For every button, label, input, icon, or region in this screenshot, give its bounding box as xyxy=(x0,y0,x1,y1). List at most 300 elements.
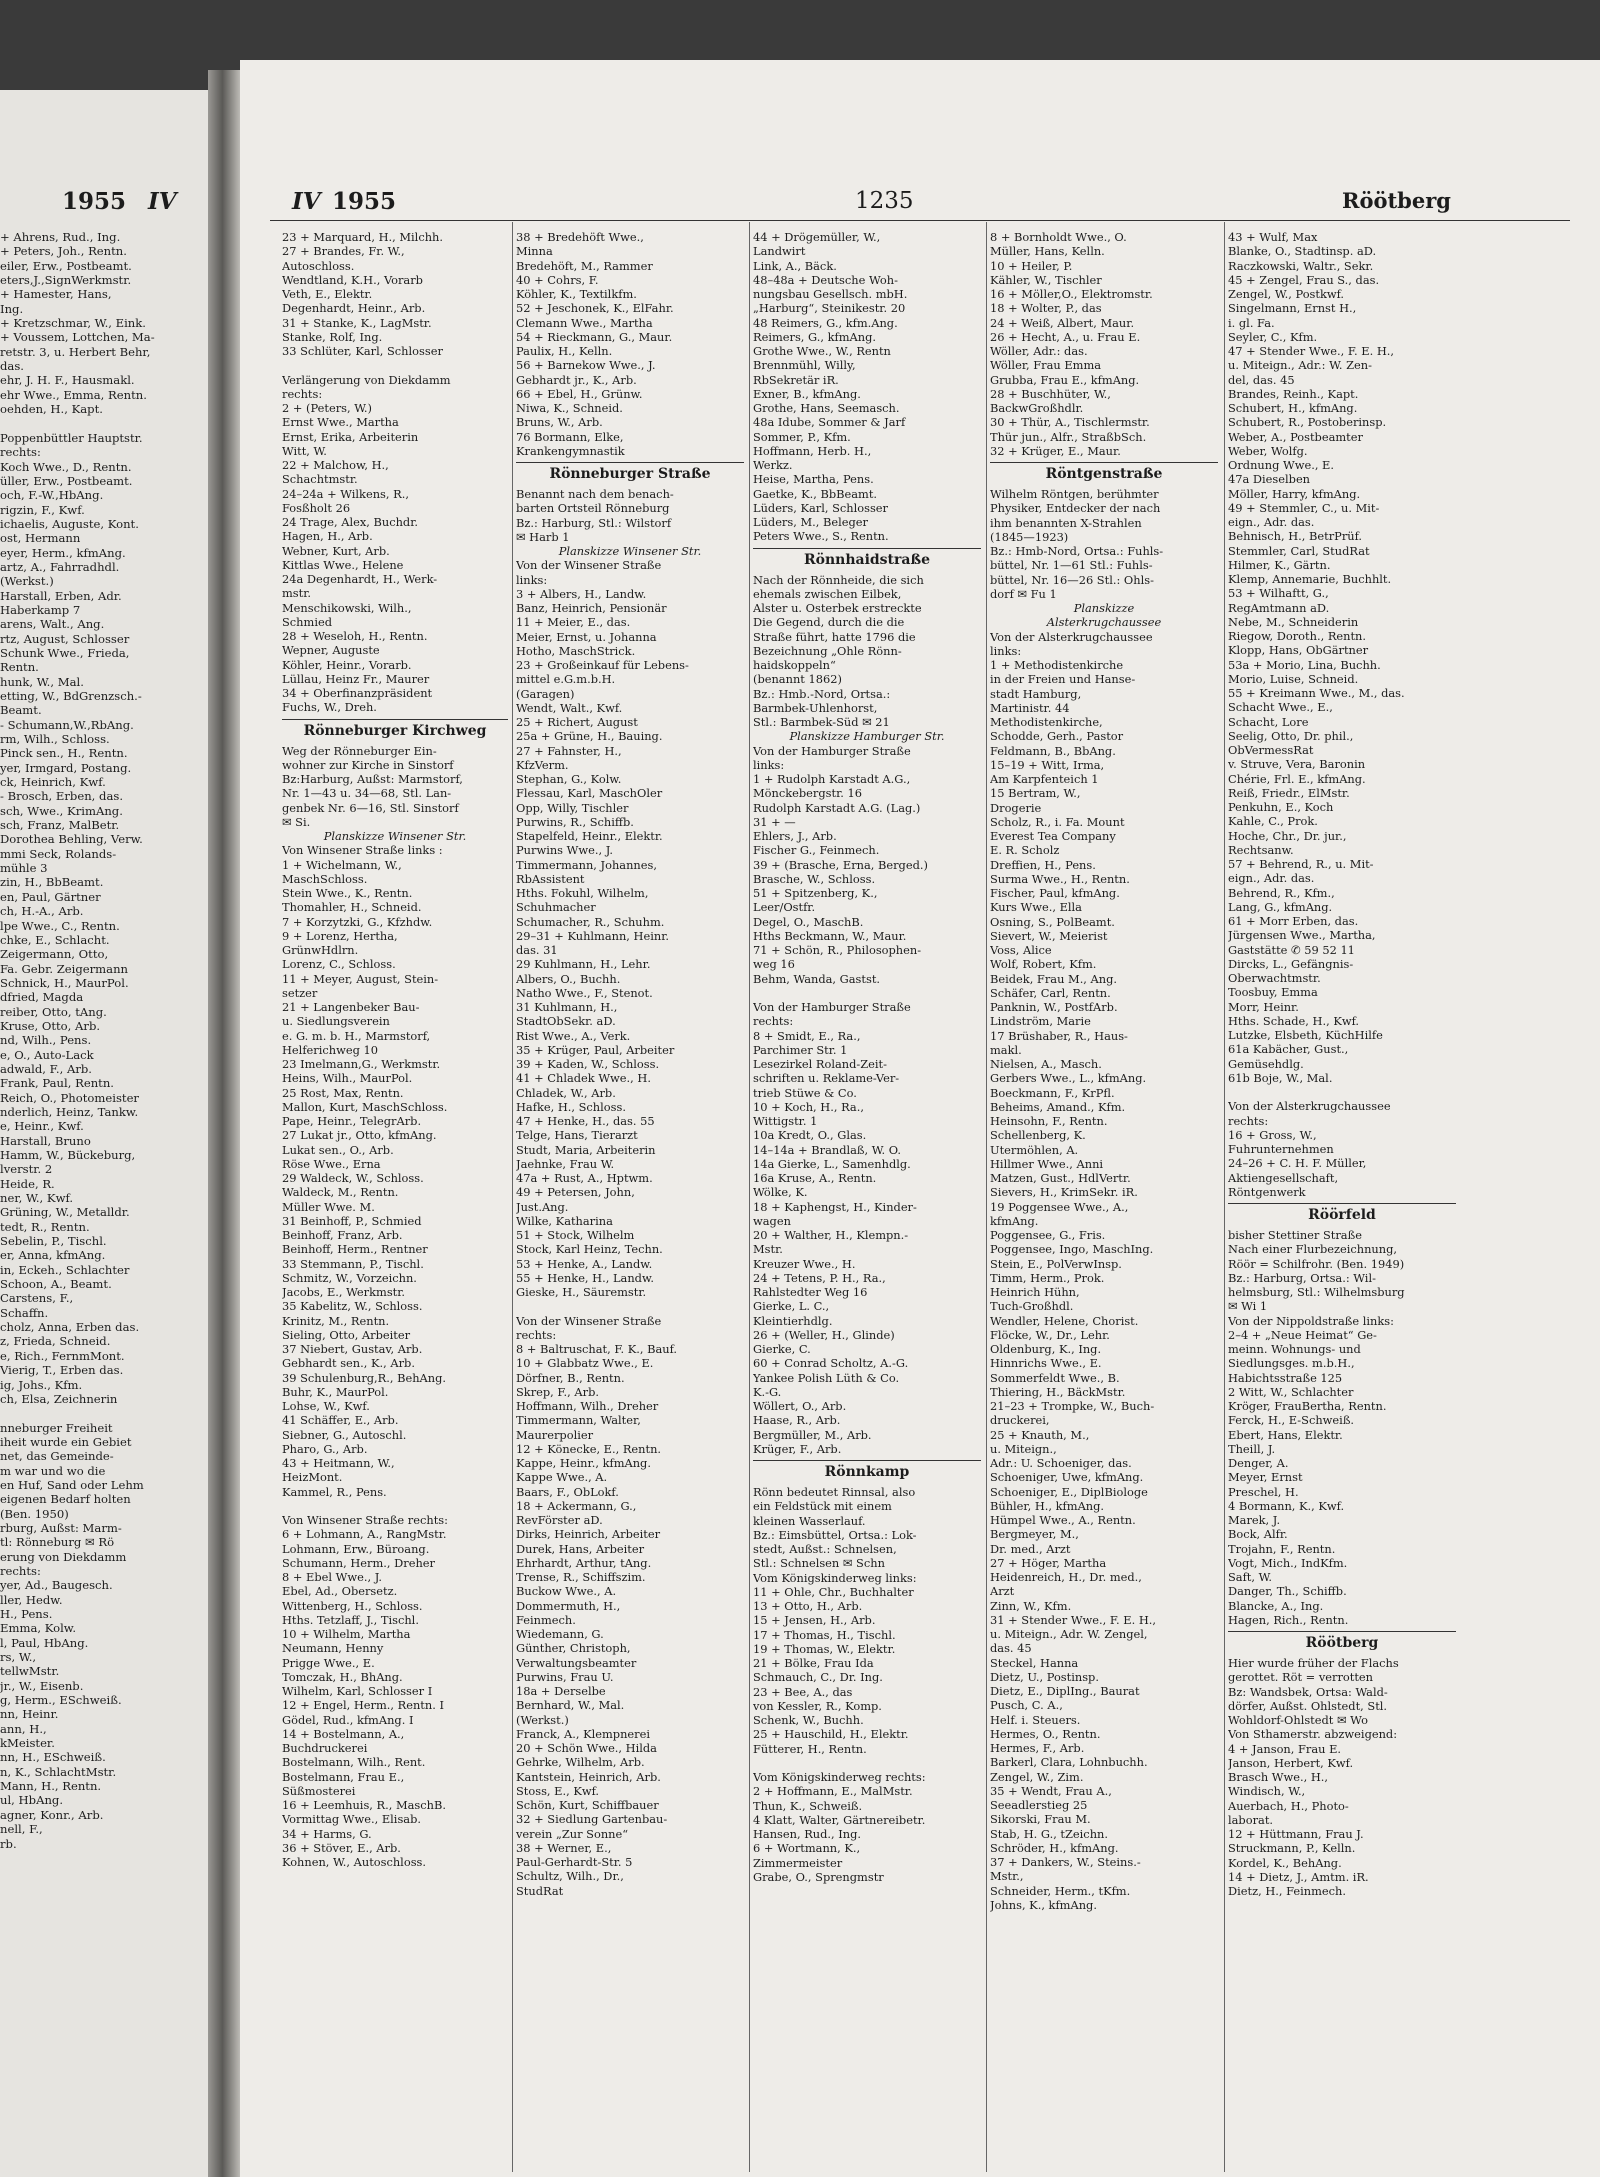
directory-entry: u. Siedlungsverein xyxy=(282,1014,390,1029)
directory-entry: Pape, Heinr., TelegrArb. xyxy=(282,1114,422,1128)
directory-entry: Lukat sen., O., Arb. xyxy=(282,1142,394,1157)
directory-entry: Fa. Gebr. Zeigermann xyxy=(0,961,129,976)
directory-entry: jr., W., Eisenb. xyxy=(0,1678,84,1693)
directory-entry: Bz.: Harburg, Ortsa.: Wil- xyxy=(1228,1270,1376,1285)
directory-entry: Von der Winsener Straße xyxy=(516,558,662,573)
directory-entry: Heinrich Hühn, xyxy=(990,1285,1080,1299)
directory-entry: Waldeck, M., Rentn. xyxy=(282,1185,399,1200)
directory-entry: Wiedemann, G. xyxy=(516,1627,604,1641)
directory-entry: 29–31 + Kuhlmann, Heinr. xyxy=(516,928,670,943)
directory-entry: „Harburg“, Steinikestr. 20 xyxy=(753,301,906,316)
directory-entry: Vormittag Wwe., Elisab. xyxy=(282,1812,421,1827)
directory-entry: 21–23 + Trompke, W., Buch- xyxy=(990,1399,1155,1413)
directory-entry: Emma, Kolw. xyxy=(0,1621,77,1636)
directory-entry: Hafke, H., Schloss. xyxy=(516,1099,626,1114)
directory-entry: 35 Kabelitz, W., Schloss. xyxy=(282,1299,423,1314)
directory-entry: 47 + Henke, H., das. 55 xyxy=(516,1114,655,1128)
directory-entry: Lindström, Marie xyxy=(990,1014,1091,1029)
directory-entry: Brennmühl, Willy, xyxy=(753,358,856,373)
directory-entry: Haase, R., Arb. xyxy=(753,1413,841,1428)
right-page-header xyxy=(240,188,1600,218)
directory-entry: links: xyxy=(753,757,785,772)
directory-entry xyxy=(282,1499,508,1513)
directory-entry: Poggensee, Ingo, MaschIng. xyxy=(990,1242,1154,1257)
directory-entry: Dietz, E., DiplIng., Baurat xyxy=(990,1684,1140,1698)
directory-entry: Voss, Alice xyxy=(990,943,1052,957)
directory-entry: Lohmann, Erw., Büroang. xyxy=(282,1541,430,1556)
directory-entry: 27 + Fahnster, H., xyxy=(516,743,622,758)
directory-entry: yer, Irmgard, Postang. xyxy=(0,760,132,775)
directory-entry: u. Miteign., xyxy=(990,1441,1057,1456)
directory-entry: Thomahler, H., Schneid. xyxy=(282,900,422,915)
directory-entry: Sikorski, Frau M. xyxy=(990,1812,1091,1827)
directory-entry: Von der Alsterkrugchaussee xyxy=(990,629,1153,644)
directory-entry: eign., Adr. das. xyxy=(1228,871,1315,886)
directory-entry: rechts: xyxy=(753,1014,794,1029)
directory-entry: Kruse, Otto, Arb. xyxy=(0,1018,101,1033)
directory-entry: 8 + Ebel Wwe., J. xyxy=(282,1570,383,1584)
directory-entry: 2 + Hoffmann, E., MalMstr. xyxy=(753,1784,913,1799)
directory-entry: Mann, H., Rentn. xyxy=(0,1779,102,1794)
directory-entry: Wöller, Frau Emma xyxy=(990,358,1102,373)
directory-entry: Dr. med., Arzt xyxy=(990,1541,1071,1556)
directory-entry: 21 + Bölke, Frau Ida xyxy=(753,1656,874,1670)
directory-entry: Von Sthamerstr. abzweigend: xyxy=(1228,1727,1398,1742)
directory-entry: nderlich, Heinz, Tankw. xyxy=(0,1104,139,1119)
directory-entry: 23 + Marquard, H., Milchh. xyxy=(282,230,443,244)
directory-entry: Zinn, W., Kfm. xyxy=(990,1598,1072,1613)
directory-entry: u. Miteign., Adr. W. Zengel, xyxy=(990,1627,1148,1641)
directory-entry: Yankee Polish Lüth & Co. xyxy=(753,1370,900,1385)
directory-entry: Buckow Wwe., A. xyxy=(516,1584,617,1599)
directory-entry: ul, HbAng. xyxy=(0,1793,64,1808)
directory-entry: Stanke, Rolf, Ing. xyxy=(282,329,383,344)
left-page xyxy=(0,90,208,2177)
directory-entry: Chérie, Frl. E., kfmAng. xyxy=(1228,771,1366,786)
directory-entry: stadt Hamburg, xyxy=(990,686,1082,701)
directory-entry: Seeadlerstieg 25 xyxy=(990,1798,1088,1812)
directory-entry: Bergmeyer, M., xyxy=(990,1527,1079,1542)
directory-entry: 26 + Hecht, A., u. Frau E. xyxy=(990,329,1141,344)
directory-entry: Gaetke, K., BbBeamt. xyxy=(753,486,878,501)
directory-entry: Schunk Wwe., Frieda, xyxy=(0,645,130,660)
directory-entry: 18 + Ackermann, G., xyxy=(516,1498,637,1513)
directory-entry: Heins, Wilh., MaurPol. xyxy=(282,1071,413,1086)
directory-entry: Wittenberg, H., Schloss. xyxy=(282,1598,423,1613)
directory-entry: Kleintierhdlg. xyxy=(753,1313,833,1328)
directory-entry: kleinen Wasserlauf. xyxy=(753,1513,866,1528)
directory-entry: z, Frieda, Schneid. xyxy=(0,1334,111,1349)
directory-entry: 15 + Jensen, H., Arb. xyxy=(753,1613,876,1628)
directory-entry: Möller, Harry, kfmAng. xyxy=(1228,486,1361,501)
directory-entry: Sommer, P., Kfm. xyxy=(753,429,851,444)
directory-entry: Timmermann, Johannes, xyxy=(516,857,657,872)
directory-entry: Bernhard, W., Mal. xyxy=(516,1698,625,1713)
directory-entry: Sievert, W., Meierist xyxy=(990,928,1108,943)
directory-entry: Everest Tea Company xyxy=(990,829,1116,843)
plan-reference: Planskizze Winsener Str. xyxy=(558,544,702,558)
directory-entry: 36 + Stöver, E., Arb. xyxy=(282,1840,401,1855)
directory-entry: 10 + Heiler, P. xyxy=(990,258,1073,273)
directory-entry: Thiering, H., BäckMstr. xyxy=(990,1384,1126,1399)
directory-entry: reiber, Otto, tAng. xyxy=(0,1004,107,1019)
directory-entry: Purwins Wwe., J. xyxy=(516,843,614,858)
directory-entry: 15 Bertram, W., xyxy=(990,786,1081,801)
directory-entry: Gebhardt jr., K., Arb. xyxy=(516,372,637,387)
directory-entry: 57 + Behrend, R., u. Mit- xyxy=(1228,857,1374,871)
left-header-year: 1955 xyxy=(62,188,127,215)
directory-entry: Schumann, Herm., Dreher xyxy=(282,1555,435,1570)
directory-entry: Flöcke, W., Dr., Lehr. xyxy=(990,1327,1110,1342)
street-heading: Rönnhaidstraße xyxy=(753,548,981,573)
directory-entry: Wepner, Auguste xyxy=(282,643,380,658)
directory-entry: Matzen, Gust., HdlVertr. xyxy=(990,1171,1131,1185)
directory-entry: Hths. Fokuhl, Wilhelm, xyxy=(516,886,649,900)
directory-entry: Schenk, W., Buchh. xyxy=(753,1713,864,1727)
directory-entry: Meier, Ernst, u. Johanna xyxy=(516,629,657,644)
directory-entry: HeizMont. xyxy=(282,1470,343,1485)
directory-entry: 39 + (Brasche, Erna, Berged.) xyxy=(753,857,928,872)
directory-entry: 38 + Werner, E., xyxy=(516,1840,612,1855)
directory-entry: Rahlstedter Weg 16 xyxy=(753,1285,868,1299)
directory-entry: 22 + Malchow, H., xyxy=(282,458,389,472)
directory-entry: 35 + Krüger, Paul, Arbeiter xyxy=(516,1042,675,1057)
directory-entry xyxy=(282,358,508,372)
directory-entry: Bruns, W., Arb. xyxy=(516,415,603,430)
directory-entry: Oldenburg, K., Ing. xyxy=(990,1342,1102,1356)
directory-entry: Toosbuy, Emma xyxy=(1228,985,1318,1000)
directory-entry: Stock, Karl Heinz, Techn. xyxy=(516,1242,663,1257)
directory-entry: Johns, K., kfmAng. xyxy=(990,1897,1097,1912)
directory-entry: Vom Königskinderweg links: xyxy=(753,1570,917,1585)
directory-entry: 39 + Kaden, W., Schloss. xyxy=(516,1057,660,1071)
directory-entry: Flessau, Karl, MaschOler xyxy=(516,786,663,801)
directory-entry: Wohldorf-Ohlstedt ✉ Wo xyxy=(1228,1713,1368,1727)
directory-entry: Hümpel Wwe., A., Rentn. xyxy=(990,1513,1136,1527)
directory-entry: ehemals zwischen Eilbek, xyxy=(753,586,902,601)
directory-entry: büttel, Nr. 16—26 Stl.: Ohls- xyxy=(990,572,1154,587)
directory-entry: MaschSchloss. xyxy=(282,871,368,886)
directory-entry: 53a + Morio, Lina, Buchh. xyxy=(1228,657,1381,672)
directory-entry: Von Winsener Straße rechts: xyxy=(282,1513,448,1527)
directory-entry: Kröger, FrauBertha, Rentn. xyxy=(1228,1399,1387,1413)
directory-entry: Bredehöft, M., Rammer xyxy=(516,258,653,273)
directory-entry: Prigge Wwe., E. xyxy=(282,1655,375,1670)
directory-entry: setzer xyxy=(282,985,318,1000)
directory-entry: Janson, Herbert, Kwf. xyxy=(1228,1755,1354,1770)
directory-entry: 18a + Derselbe xyxy=(516,1684,606,1698)
directory-entry: Kreuzer Wwe., H. xyxy=(753,1256,856,1271)
directory-entry: Köhler, Heinr., Vorarb. xyxy=(282,657,412,672)
directory-entry: e, Heinr., Kwf. xyxy=(0,1119,84,1134)
directory-entry: Stephan, G., Kolw. xyxy=(516,772,622,786)
directory-entry: 76 Bormann, Elke, xyxy=(516,429,624,444)
directory-entry: 24 + Weiß, Albert, Maur. xyxy=(990,315,1135,330)
directory-entry: 12 + Hüttmann, Frau J. xyxy=(1228,1827,1364,1841)
directory-entry: Poppenbüttler Hauptstr. xyxy=(0,430,143,445)
directory-entry: Beidek, Frau M., Ang. xyxy=(990,971,1118,986)
directory-entry: rtz, August, Schlosser xyxy=(0,631,130,646)
directory-entry: Bergmüller, M., Arb. xyxy=(753,1427,872,1442)
directory-entry: 8 + Baltruschat, F. K., Bauf. xyxy=(516,1342,678,1356)
directory-entry: Raczkowski, Waltr., Sekr. xyxy=(1228,258,1374,273)
directory-entry: Jacobs, E., Werkmstr. xyxy=(282,1285,406,1299)
directory-entry: ehr Wwe., Emma, Rentn. xyxy=(0,387,147,402)
directory-entry: Bock, Alfr. xyxy=(1228,1527,1288,1542)
directory-entry: ann, H., xyxy=(0,1721,47,1736)
directory-entry: dorf ✉ Fu 1 xyxy=(990,586,1057,601)
directory-entry: Schmitz, W., Vorzeichn. xyxy=(282,1270,417,1285)
directory-entry: weg 16 xyxy=(753,957,795,972)
directory-entry: Kordel, K., BehAng. xyxy=(1228,1855,1342,1870)
directory-entry: Kahle, C., Prok. xyxy=(1228,814,1318,829)
directory-entry: GrünwHdlrn. xyxy=(282,943,359,957)
directory-entry: 32 + Krüger, E., Maur. xyxy=(990,443,1121,458)
directory-entry: das. 45 xyxy=(990,1641,1032,1656)
directory-entry: Behnisch, H., BetrPrüf. xyxy=(1228,529,1363,544)
directory-entry: wagen xyxy=(753,1213,791,1228)
directory-entry: adwald, F., Arb. xyxy=(0,1061,92,1076)
directory-entry: Ernst Wwe., Martha xyxy=(282,415,399,430)
directory-entry: zin, H., BbBeamt. xyxy=(0,875,104,890)
directory-entry: Bz.: Hmb-Nord, Ortsa.: Fuhls- xyxy=(990,544,1164,558)
directory-entry: 31 Beinhoff, P., Schmied xyxy=(282,1213,422,1228)
directory-entry: Just.Ang. xyxy=(516,1199,569,1214)
directory-column-1 xyxy=(282,230,508,1869)
directory-entry: Sebelin, P., Tischl. xyxy=(0,1234,107,1249)
directory-entry: Theill, J. xyxy=(1228,1441,1276,1456)
directory-entry: Hermes, O., Rentn. xyxy=(990,1726,1101,1741)
directory-entry: och, F.-W.,HbAng. xyxy=(0,488,104,503)
directory-entry: 71 + Schön, R., Philosophen- xyxy=(753,943,922,957)
directory-entry: Rist Wwe., A., Verk. xyxy=(516,1028,631,1043)
directory-entry: Grubba, Frau E., kfmAng. xyxy=(990,372,1140,387)
directory-entry: Stl.: Schnelsen ✉ Schn xyxy=(753,1556,885,1571)
directory-entry: Neumann, Henny xyxy=(282,1641,384,1656)
directory-entry: üller, Erw., Postbeamt. xyxy=(0,473,133,488)
directory-entry: 9 + Lorenz, Hertha, xyxy=(282,928,398,943)
directory-entry: 10 + Wilhelm, Martha xyxy=(282,1627,411,1641)
directory-entry: 25 Rost, Max, Rentn. xyxy=(282,1085,404,1100)
directory-entry: nn, H., ESchweiß. xyxy=(0,1750,106,1765)
directory-entry: Opp, Willy, Tischler xyxy=(516,800,629,815)
directory-entry: Benannt nach dem benach- xyxy=(516,487,674,501)
directory-entry: Schoon, A., Beamt. xyxy=(0,1277,112,1292)
directory-entry: Heide, R. xyxy=(0,1176,55,1191)
directory-entry: Schröder, H., kfmAng. xyxy=(990,1840,1119,1855)
directory-entry: 34 + Harms, G. xyxy=(282,1826,372,1841)
directory-entry: Ing. xyxy=(0,301,24,316)
directory-entry: net, das Gemeinde- xyxy=(0,1449,114,1464)
directory-entry: meinn. Wohnungs- und xyxy=(1228,1342,1361,1356)
directory-entry: Methodistenkirche, xyxy=(990,715,1103,729)
directory-entry: Franck, A., Klempnerei xyxy=(516,1726,650,1741)
directory-entry: Schubert, H., kfmAng. xyxy=(1228,401,1358,415)
directory-entry: Fischer G., Feinmech. xyxy=(753,843,880,858)
directory-entry: Am Karpfenteich 1 xyxy=(990,772,1099,786)
directory-entry: Morio, Luise, Schneid. xyxy=(1228,671,1359,686)
directory-entry: Helferichweg 10 xyxy=(282,1042,378,1057)
directory-entry: Nielsen, A., Masch. xyxy=(990,1057,1102,1071)
directory-entry: Chladek, W., Arb. xyxy=(516,1085,616,1100)
directory-entry: Mstr. xyxy=(753,1242,783,1257)
directory-entry: RevFörster aD. xyxy=(516,1513,603,1527)
right-header-year: 1955 xyxy=(332,188,397,215)
street-heading: Rönneburger Kirchweg xyxy=(282,719,508,744)
directory-entry: rechts: xyxy=(516,1327,557,1342)
directory-entry: ichaelis, Auguste, Kont. xyxy=(0,516,139,531)
directory-entry: Weg der Rönneburger Ein- xyxy=(282,743,437,758)
directory-entry: 34 + Oberfinanzpräsident xyxy=(282,686,433,700)
directory-entry: 28 + Weseloh, H., Rentn. xyxy=(282,629,428,643)
directory-entry: 19 Poggensee Wwe., A., xyxy=(990,1199,1129,1214)
directory-entry: 53 + Henke, A., Landw. xyxy=(516,1256,653,1271)
directory-entry: 19 + Thomas, W., Elektr. xyxy=(753,1641,896,1656)
directory-entry: + Ahrens, Rud., Ing. xyxy=(0,230,121,244)
directory-entry: 24–24a + Wilkens, R., xyxy=(282,486,409,501)
directory-entry: - Schumann,W.,RbAng. xyxy=(0,717,134,732)
directory-entry: Schnick, H., MaurPol. xyxy=(0,975,129,990)
directory-entry: nell, F., xyxy=(0,1822,43,1837)
directory-entry: sch, Franz, MalBetr. xyxy=(0,818,120,833)
directory-entry: Dircks, L., Gefängnis- xyxy=(1228,956,1354,971)
right-page xyxy=(240,60,1600,2177)
directory-entry: Sievers, H., KrimSekr. iR. xyxy=(990,1185,1138,1200)
directory-entry: Webner, Kurt, Arb. xyxy=(282,543,390,558)
directory-entry: Weber, A., Postbeamter xyxy=(1228,429,1363,444)
directory-entry: (Ben. 1950) xyxy=(0,1506,69,1521)
directory-entry: Witt, W. xyxy=(282,443,327,458)
directory-entry: 39 Schulenburg,R., BehAng. xyxy=(282,1370,447,1385)
directory-entry: ig, Johs., Kfm. xyxy=(0,1377,83,1392)
directory-entry: 25 + Richert, August xyxy=(516,715,638,729)
directory-entry: kMeister. xyxy=(0,1736,55,1751)
directory-entry: Bostelmann, Frau E., xyxy=(282,1769,405,1784)
directory-entry: ein Feldstück mit einem xyxy=(753,1499,892,1514)
directory-entry: Krankengymnastik xyxy=(516,443,625,458)
directory-entry: Grothe Wwe., W., Rentn xyxy=(753,344,891,358)
directory-entry: Grothe, Hans, Seemasch. xyxy=(753,401,900,415)
directory-entry: kfmAng. xyxy=(990,1213,1039,1228)
directory-entry: 38 + Bredehöft Wwe., xyxy=(516,230,644,244)
directory-entry: Klemp, Annemarie, Buchhlt. xyxy=(1228,572,1392,586)
directory-entry: Hagen, H., Arb. xyxy=(282,529,373,544)
directory-entry: Kammel, R., Pens. xyxy=(282,1484,387,1499)
directory-entry: (Werkst.) xyxy=(0,574,54,589)
directory-entry: E. R. Scholz xyxy=(990,843,1060,858)
directory-entry: Krinitz, M., Rentn. xyxy=(282,1313,390,1328)
directory-entry: 23 + Bee, A., das xyxy=(753,1684,853,1699)
directory-entry: Schachtmstr. xyxy=(282,472,358,487)
directory-entry: Wilhelm, Karl, Schlosser I xyxy=(282,1684,433,1698)
directory-entry: Nebe, M., Schneiderin xyxy=(1228,614,1359,629)
directory-entry: büttel, Nr. 1—61 Stl.: Fuhls- xyxy=(990,558,1153,573)
directory-entry: Aktiengesellschaft, xyxy=(1228,1170,1339,1185)
directory-column-3 xyxy=(753,230,981,1884)
directory-entry: 49 + Petersen, John, xyxy=(516,1185,635,1200)
directory-entry: Windisch, W., xyxy=(1228,1784,1306,1799)
directory-entry: Lorenz, C., Schloss. xyxy=(282,957,396,972)
directory-entry: 25 + Knauth, M., xyxy=(990,1427,1090,1442)
right-header-quarter: IV xyxy=(292,188,321,215)
directory-entry: Barmbek-Uhlenhorst, xyxy=(753,700,878,715)
directory-entry: u. Miteign., Adr.: W. Zen- xyxy=(1228,358,1372,373)
directory-entry: hunk, W., Mal. xyxy=(0,674,84,689)
directory-entry: Fuchs, W., Dreh. xyxy=(282,700,377,715)
directory-entry: Lüders, Karl, Schlosser xyxy=(753,500,888,515)
directory-entry: das. xyxy=(0,359,24,374)
directory-entry: Grüning, W., Metalldr. xyxy=(0,1205,130,1220)
directory-entry: Süßmosterei xyxy=(282,1783,356,1798)
directory-entry: Wendt, Walt., Kwf. xyxy=(516,700,623,715)
directory-entry: 8 + Bornholdt Wwe., O. xyxy=(990,230,1127,244)
directory-entry: Von der Nippoldstraße links: xyxy=(1228,1313,1394,1328)
directory-entry: l, Paul, HbAng. xyxy=(0,1635,89,1650)
directory-entry: Stein Wwe., K., Rentn. xyxy=(282,886,413,900)
directory-entry: 61b Boje, W., Mal. xyxy=(1228,1070,1333,1085)
directory-entry: 54 + Rieckmann, G., Maur. xyxy=(516,329,673,344)
directory-entry: Arzt xyxy=(990,1584,1015,1599)
directory-entry: Dorothea Behling, Verw. xyxy=(0,832,143,847)
directory-entry: Rechtsanw. xyxy=(1228,842,1294,857)
directory-entry: Leer/Ostfr. xyxy=(753,900,816,915)
directory-entry: ✉ Harb 1 xyxy=(516,529,570,544)
directory-entry: Hansen, Rud., Ing. xyxy=(753,1827,862,1841)
directory-entry: Fosßholt 26 xyxy=(282,500,351,515)
directory-entry: Barkerl, Clara, Lohnbuchh. xyxy=(990,1755,1148,1770)
directory-entry: Werkz. xyxy=(753,458,793,472)
directory-entry: Schumacher, R., Schuhm. xyxy=(516,914,665,929)
directory-entry: 45 + Zengel, Frau S., das. xyxy=(1228,272,1380,287)
directory-entry: bisher Stettiner Straße xyxy=(1228,1228,1362,1242)
directory-entry: Lesezirkel Roland-Zeit- xyxy=(753,1057,887,1071)
header-rule xyxy=(270,220,1570,221)
directory-entry: Kohnen, W., Autoschloss. xyxy=(282,1855,426,1869)
directory-entry: 31 Kuhlmann, H., xyxy=(516,1000,618,1014)
directory-entry: Von der Hamburger Straße xyxy=(753,743,911,758)
directory-entry: Thür jun., Alfr., StraßbSch. xyxy=(990,429,1147,444)
directory-entry: Schaffn. xyxy=(0,1305,49,1320)
directory-entry: arens, Walt., Ang. xyxy=(0,617,105,632)
directory-entry: Vogt, Mich., IndKfm. xyxy=(1228,1555,1348,1570)
directory-entry: rburg, Außst: Marm- xyxy=(0,1520,122,1535)
directory-entry: Ferck, H., E-Schweiß. xyxy=(1228,1413,1355,1428)
directory-entry: Timmermann, Walter, xyxy=(516,1413,641,1428)
directory-entry: H., Pens. xyxy=(0,1607,53,1621)
directory-entry: Hagen, Rich., Rentn. xyxy=(1228,1612,1349,1627)
directory-entry: 51 + Spitzenberg, K., xyxy=(753,886,878,900)
directory-column-2 xyxy=(516,230,744,1898)
directory-entry: Die Gegend, durch die die xyxy=(753,615,905,630)
directory-entry: Hoche, Chr., Dr. jur., xyxy=(1228,828,1347,843)
directory-entry: m war und wo die xyxy=(0,1463,106,1478)
directory-entry: laborat. xyxy=(1228,1812,1274,1827)
directory-entry: Carstens, F., xyxy=(0,1291,74,1306)
directory-entry: Schuhmacher xyxy=(516,900,596,915)
directory-entry xyxy=(516,1299,744,1313)
directory-entry: Ehrhardt, Arthur, tAng. xyxy=(516,1555,652,1570)
directory-entry: Drogerie xyxy=(990,800,1042,815)
directory-column-5 xyxy=(1228,230,1456,1898)
directory-entry: RbSekretär iR. xyxy=(753,372,839,387)
directory-entry: nungsbau Gesellsch. mbH. xyxy=(753,287,908,301)
directory-entry: 12 + Engel, Herm., Rentn. I xyxy=(282,1698,444,1713)
directory-entry: Brasche, W., Schloss. xyxy=(753,871,876,886)
directory-entry: Schacht, Lore xyxy=(1228,714,1309,729)
directory-entry: Harstall, Erben, Adr. xyxy=(0,588,122,603)
directory-entry: Link, A., Bäck. xyxy=(753,258,837,273)
directory-entry: links: xyxy=(990,643,1022,658)
